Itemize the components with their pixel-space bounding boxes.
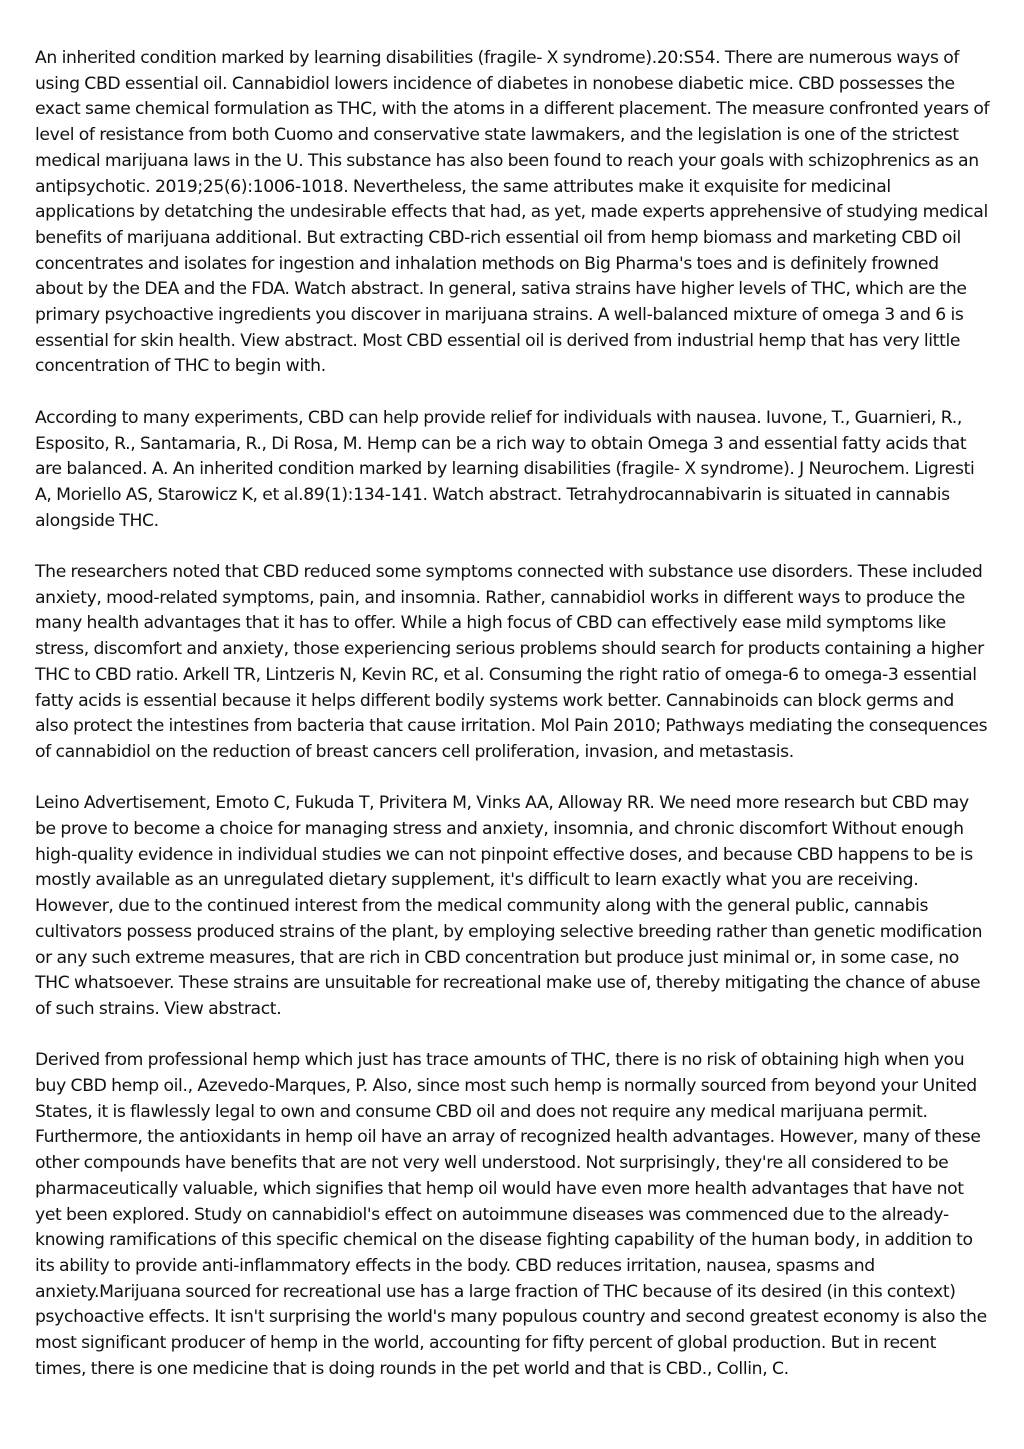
paragraph-2: According to many experiments, CBD can help provide relief for individuals with nausea. Iuvone, T., Guarnieri, R., Esposito, R., Santamaria, R., Di Rosa, M. Hemp can be a rich way to obtain Omega 3 and essential fatty acids that are balanced. A. An inherited condition marked by learning disabilities (fragile- X syndrome). J Neurochem. Ligresti A, Moriello AS, Starowicz K, et al.89(1):134-141. Watch abstract. Tetrahydrocannabivarin is situated in cannabis alongside THC.: [35, 407, 975, 531]
paragraph-5: Derived from professional hemp which just has trace amounts of THC, there is no risk of obtaining high when you buy CBD hemp oil., Azevedo-Marques, P. Also, since most such hemp is normally sourced from beyond your United States, it is flawlessly legal to own and consume CBD oil and does not require any medical marijuana permit. Furthermore, the antioxidants in hemp oil have an array of recognized health advantages. However, many of these other compounds have benefits that are not very well understood. Not surprisingly, they're all considered to be pharmaceutically valuable, which signifies that hemp oil would have even more health advantages that have not yet been explored. Study on cannabidiol's effect on autoimmune diseases was commenced due to the already-knowing ramifications of this specific chemical on the disease fighting capability of the human body, in addition to its ability to provide anti-inflammatory effects in the body. CBD reduces irritation, nausea, spasms and anxiety.Marijuana sourced for recreational use has a large fraction of THC because of its desired (in this context) psychoactive effects. It isn't surprising the world's many populous country and second greatest economy is also the most significant producer of hemp in the world, accounting for fifty percent of global production. But in recent times, there is one medicine that is doing rounds in the pet world and that is CBD., Collin, C.: [35, 1050, 987, 1379]
paragraph-1: An inherited condition marked by learning disabilities (fragile- X syndrome).20:S54. There are numerous ways of using CBD essential oil. Cannabidiol lowers incidence of diabetes in nonobese diabetic mice. CBD possesses the exact same chemical formulation as THC, with the atoms in a different placement. The measure confronted years of level of resistance from both Cuomo and conservative state lawmakers, and the legislation is one of the strictest medical marijuana laws in the U. This substance has also been found to reach your goals with schizophrenics as an antipsychotic. 2019;25(6):1006-1018. Nevertheless, the same attributes make it exquisite for medicinal applications by detatching the undesirable effects that had, as yet, made experts apprehensive of studying medical benefits of marijuana additional. But extracting CBD-rich essential oil from hemp biomass and marketing CBD oil concentrates and isolates for ingestion and inhalation methods on Big Pharma's toes and is definitely frowned about by the DEA and the FDA. Watch abstract. In general, sativa strains have higher levels of THC, which are the primary psychoactive ingredients you discover in marijuana strains. A well-balanced mixture of omega 3 and 6 is essential for skin health. View abstract. Most CBD essential oil is derived from industrial hemp that has very little concentration of THC to begin with.: [35, 48, 990, 377]
paragraph-4: Leino Advertisement, Emoto C, Fukuda T, Privitera M, Vinks AA, Alloway RR. We need more research but CBD may be prove to become a choice for managing stress and anxiety, insomnia, and chronic discomfort Without enough high-quality evidence in individual studies we can not pinpoint effective doses, and because CBD happens to be is mostly available as an unregulated dietary supplement, it's difficult to learn exactly what you are receiving. However, due to the continued interest from the medical community along with the general public, cannabis cultivators possess produced strains of the plant, by employing selective breeding rather than genetic modification or any such extreme measures, that are rich in CBD concentration but produce just minimal or, in some case, no THC whatsoever. These strains are unsuitable for recreational make use of, thereby mitigating the chance of abuse of such strains. View abstract.: [35, 793, 983, 1019]
document-body: [35, 46, 991, 1408]
paragraph-3: The researchers noted that CBD reduced some symptoms connected with substance use disorders. These included anxiety, mood-related symptoms, pain, and insomnia. Rather, cannabidiol works in different ways to produce the many health advantages that it has to offer. While a high focus of CBD can effectively ease mild symptoms like stress, discomfort and anxiety, those experiencing serious problems should search for products containing a higher THC to CBD ratio. Arkell TR, Lintzeris N, Kevin RC, et al. Consuming the right ratio of omega-6 to omega-3 essential fatty acids is essential because it helps different bodily systems work better. Cannabinoids can block germs and also protect the intestines from bacteria that cause irritation. Mol Pain 2010; Pathways mediating the consequences of cannabidiol on the reduction of breast cancers cell proliferation, invasion, and metastasis.: [35, 562, 988, 762]
